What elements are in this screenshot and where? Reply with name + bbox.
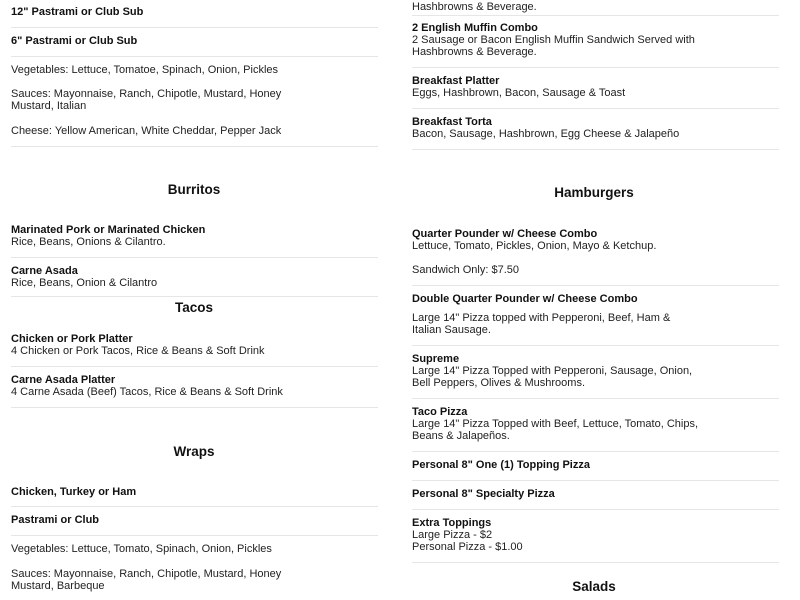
section-heading-hamburgers: Hamburgers xyxy=(554,185,634,200)
menu-note xyxy=(412,312,779,336)
divider xyxy=(11,146,378,147)
left-column-lower[interactable] xyxy=(0,297,400,600)
menu-note xyxy=(11,543,378,555)
divider xyxy=(11,27,378,28)
item-name: Personal 8" Specialty Pizza xyxy=(412,488,555,500)
divider xyxy=(11,535,378,536)
menu-item xyxy=(11,514,378,526)
menu-item xyxy=(412,293,779,305)
item-desc: Bacon, Sausage, Hashbrown, Egg Cheese & Jalapeño xyxy=(412,128,680,140)
item-name: Supreme xyxy=(412,353,460,365)
item-desc: Sauces: Mayonnaise, Ranch, Chipotle, Mustard, Honey Mustard, Italian xyxy=(11,88,282,112)
menu-item xyxy=(11,265,378,289)
item-name: Quarter Pounder w/ Cheese Combo xyxy=(412,228,598,240)
item-desc: 2 Sausage or Bacon English Muffin Sandwich Served with Hashbrowns & Beverage. xyxy=(412,34,695,58)
item-name: 2 English Muffin Combo xyxy=(412,22,538,34)
menu-item xyxy=(412,406,779,442)
menu-item xyxy=(11,35,378,47)
divider xyxy=(412,285,779,286)
item-name: Taco Pizza xyxy=(412,406,468,418)
item-name: Chicken or Pork Platter xyxy=(11,333,133,345)
item-desc: Lettuce, Tomato, Pickles, Onion, Mayo & Ketchup. xyxy=(412,240,657,252)
divider xyxy=(412,15,779,16)
section-heading-burritos: Burritos xyxy=(167,182,221,197)
item-desc: Personal Pizza - $1.00 xyxy=(412,541,523,553)
menu-item xyxy=(412,116,779,140)
section-heading-salads: Salads xyxy=(572,579,616,594)
item-desc: Large 14" Pizza Topped with Pepperoni, Sausage, Onion, Bell Peppers, Olives & Mushrooms. xyxy=(412,365,693,389)
item-name: Extra Toppings xyxy=(412,517,492,529)
item-name: Pastrami or Club xyxy=(11,514,100,526)
divider xyxy=(11,257,378,258)
divider xyxy=(412,345,779,346)
right-column-upper[interactable] xyxy=(400,0,800,310)
section-heading-tacos: Tacos xyxy=(174,300,213,315)
item-name: Breakfast Platter xyxy=(412,75,500,87)
section-heading-wraps: Wraps xyxy=(173,444,215,459)
divider xyxy=(412,451,779,452)
divider xyxy=(11,366,378,367)
menu-item xyxy=(412,488,779,500)
item-desc: Vegetables: Lettuce, Tomatoe, Spinach, Onion, Pickles xyxy=(11,64,279,76)
item-name: Chicken, Turkey or Ham xyxy=(11,486,137,498)
menu-item xyxy=(11,224,378,248)
item-name: Carne Asada Platter xyxy=(11,374,116,386)
menu-item xyxy=(412,459,779,471)
menu-item xyxy=(412,517,779,553)
item-name: 6" Pastrami or Club Sub xyxy=(11,35,138,47)
item-desc: Vegetables: Lettuce, Tomato, Spinach, Onion, Pickles xyxy=(11,543,272,555)
divider xyxy=(412,398,779,399)
right-column-lower[interactable] xyxy=(400,310,800,600)
menu-item xyxy=(412,228,779,276)
item-desc: Hashbrowns & Beverage. xyxy=(412,1,537,13)
divider xyxy=(412,509,779,510)
menu-item xyxy=(412,75,779,99)
item-desc: 4 Chicken or Pork Tacos, Rice & Beans & Soft Drink xyxy=(11,345,265,357)
left-column-upper[interactable] xyxy=(0,0,400,297)
item-name: Breakfast Torta xyxy=(412,116,492,128)
item-name: Personal 8" One (1) Topping Pizza xyxy=(412,459,590,471)
item-desc: Large 14" Pizza Topped with Beef, Lettuce, Tomato, Chips, Beans & Jalapeños. xyxy=(412,418,699,442)
divider xyxy=(11,407,378,408)
divider xyxy=(11,56,378,57)
divider xyxy=(412,67,779,68)
divider xyxy=(11,506,378,507)
menu-note xyxy=(412,1,779,13)
divider xyxy=(412,149,779,150)
item-desc: Rice, Beans, Onions & Cilantro. xyxy=(11,236,166,248)
menu-note xyxy=(11,568,378,592)
menu-item xyxy=(11,374,378,398)
item-desc: 4 Carne Asada (Beef) Tacos, Rice & Beans & Soft Drink xyxy=(11,386,283,398)
menu-item xyxy=(412,22,779,58)
menu-note xyxy=(11,64,378,76)
menu-item xyxy=(412,353,779,389)
item-desc: Cheese: Yellow American, White Cheddar, Pepper Jack xyxy=(11,125,282,137)
item-name: Double Quarter Pounder w/ Cheese Combo xyxy=(412,293,638,305)
menu-item xyxy=(11,6,378,18)
item-desc: Sauces: Mayonnaise, Ranch, Chipotle, Mustard, Honey Mustard, Barbeque xyxy=(11,568,282,592)
item-price: Sandwich Only: $7.50 xyxy=(412,264,520,276)
item-desc: Eggs, Hashbrown, Bacon, Sausage & Toast xyxy=(412,87,626,99)
item-name: Carne Asada xyxy=(11,265,78,277)
menu-item xyxy=(11,486,378,498)
item-desc: Large 14" Pizza topped with Pepperoni, Beef, Ham & Italian Sausage. xyxy=(412,312,671,336)
divider xyxy=(412,480,779,481)
divider xyxy=(412,562,779,563)
item-desc: Rice, Beans, Onion & Cilantro xyxy=(11,277,158,289)
menu-item xyxy=(11,333,378,357)
divider xyxy=(412,108,779,109)
item-name: 12" Pastrami or Club Sub xyxy=(11,6,144,18)
item-name: Marinated Pork or Marinated Chicken xyxy=(11,224,206,236)
menu-note xyxy=(11,88,378,112)
menu-note xyxy=(11,125,378,137)
item-desc: Large Pizza - $2 xyxy=(412,529,493,541)
